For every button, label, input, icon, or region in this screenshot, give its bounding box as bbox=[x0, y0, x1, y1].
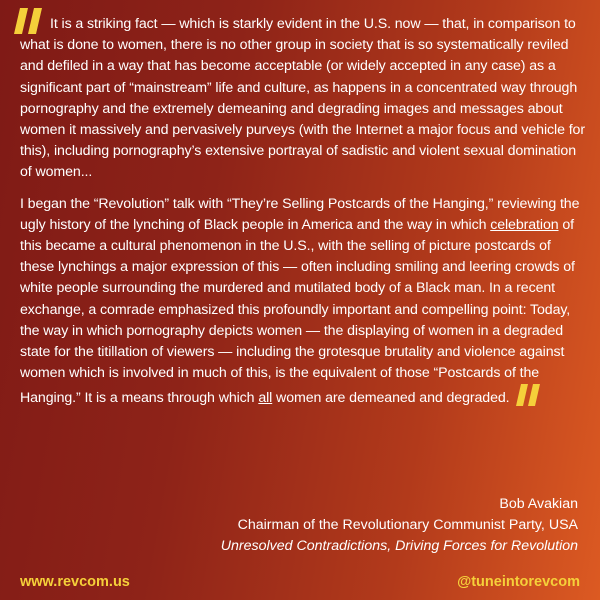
quote-paragraph-2 bbox=[20, 194, 586, 410]
quote-paragraph-2-text-b: of this became a cultural phenomenon in the U.S., with the selling of picture postcards of these lynchings a major expression of this — often including smiling and leering crowds of white people surrounding the murdered and mutilated body of a Black man. In a recent exchange, a comrade emphasized this profoundly important and compelling point: Today, the way in which pornography depicts women — the displaying of women in a degraded state for the titillation of viewers — including the grotesque brutality and violence against women which is involved in much of this, is the equivalent of those “Postcards of the Hanging.” It is a means through which bbox=[20, 216, 575, 407]
quote-paragraph-2-text-c: women are demeaned and degraded. bbox=[272, 390, 510, 407]
quote-text bbox=[20, 14, 586, 410]
underlined-word-celebration: celebration bbox=[490, 216, 559, 233]
underlined-word-all: all bbox=[258, 390, 273, 407]
source-title: Unresolved Contradictions, Driving Forces for Revolution bbox=[220, 538, 578, 554]
quote-paragraph-2-text-a: I began the “Revolution” talk with “They’re Selling Postcards of the Hanging,” reviewing the ugly history of the lynching of Black people in America and the way in which bbox=[20, 195, 580, 233]
author-name: Bob Avakian bbox=[499, 496, 578, 512]
attribution bbox=[221, 494, 578, 557]
social-handle-link[interactable]: @tuneintorevcom bbox=[457, 574, 580, 590]
website-link[interactable]: www.revcom.us bbox=[20, 574, 130, 590]
double-quote-close-icon bbox=[516, 384, 542, 406]
quote-paragraph-1: It is a striking fact — which is starkly evident in the U.S. now — that, in comparison to what is done to women, there is no other group in society that is so systematically reviled and defiled in a way that has become acceptable (or widely accepted in any case) as a significant part of “mainstream” life and culture, as happens in a concentrated way through pornography and the extremely demeaning and degrading images and messages about women it massively and pervasively purveys (with the Internet a major focus and vehicle for this), including pornography’s extensive portrayal of sadistic and violent sexual domination of women... bbox=[20, 16, 585, 181]
author-title: Chairman of the Revolutionary Communist Party, USA bbox=[237, 517, 578, 533]
